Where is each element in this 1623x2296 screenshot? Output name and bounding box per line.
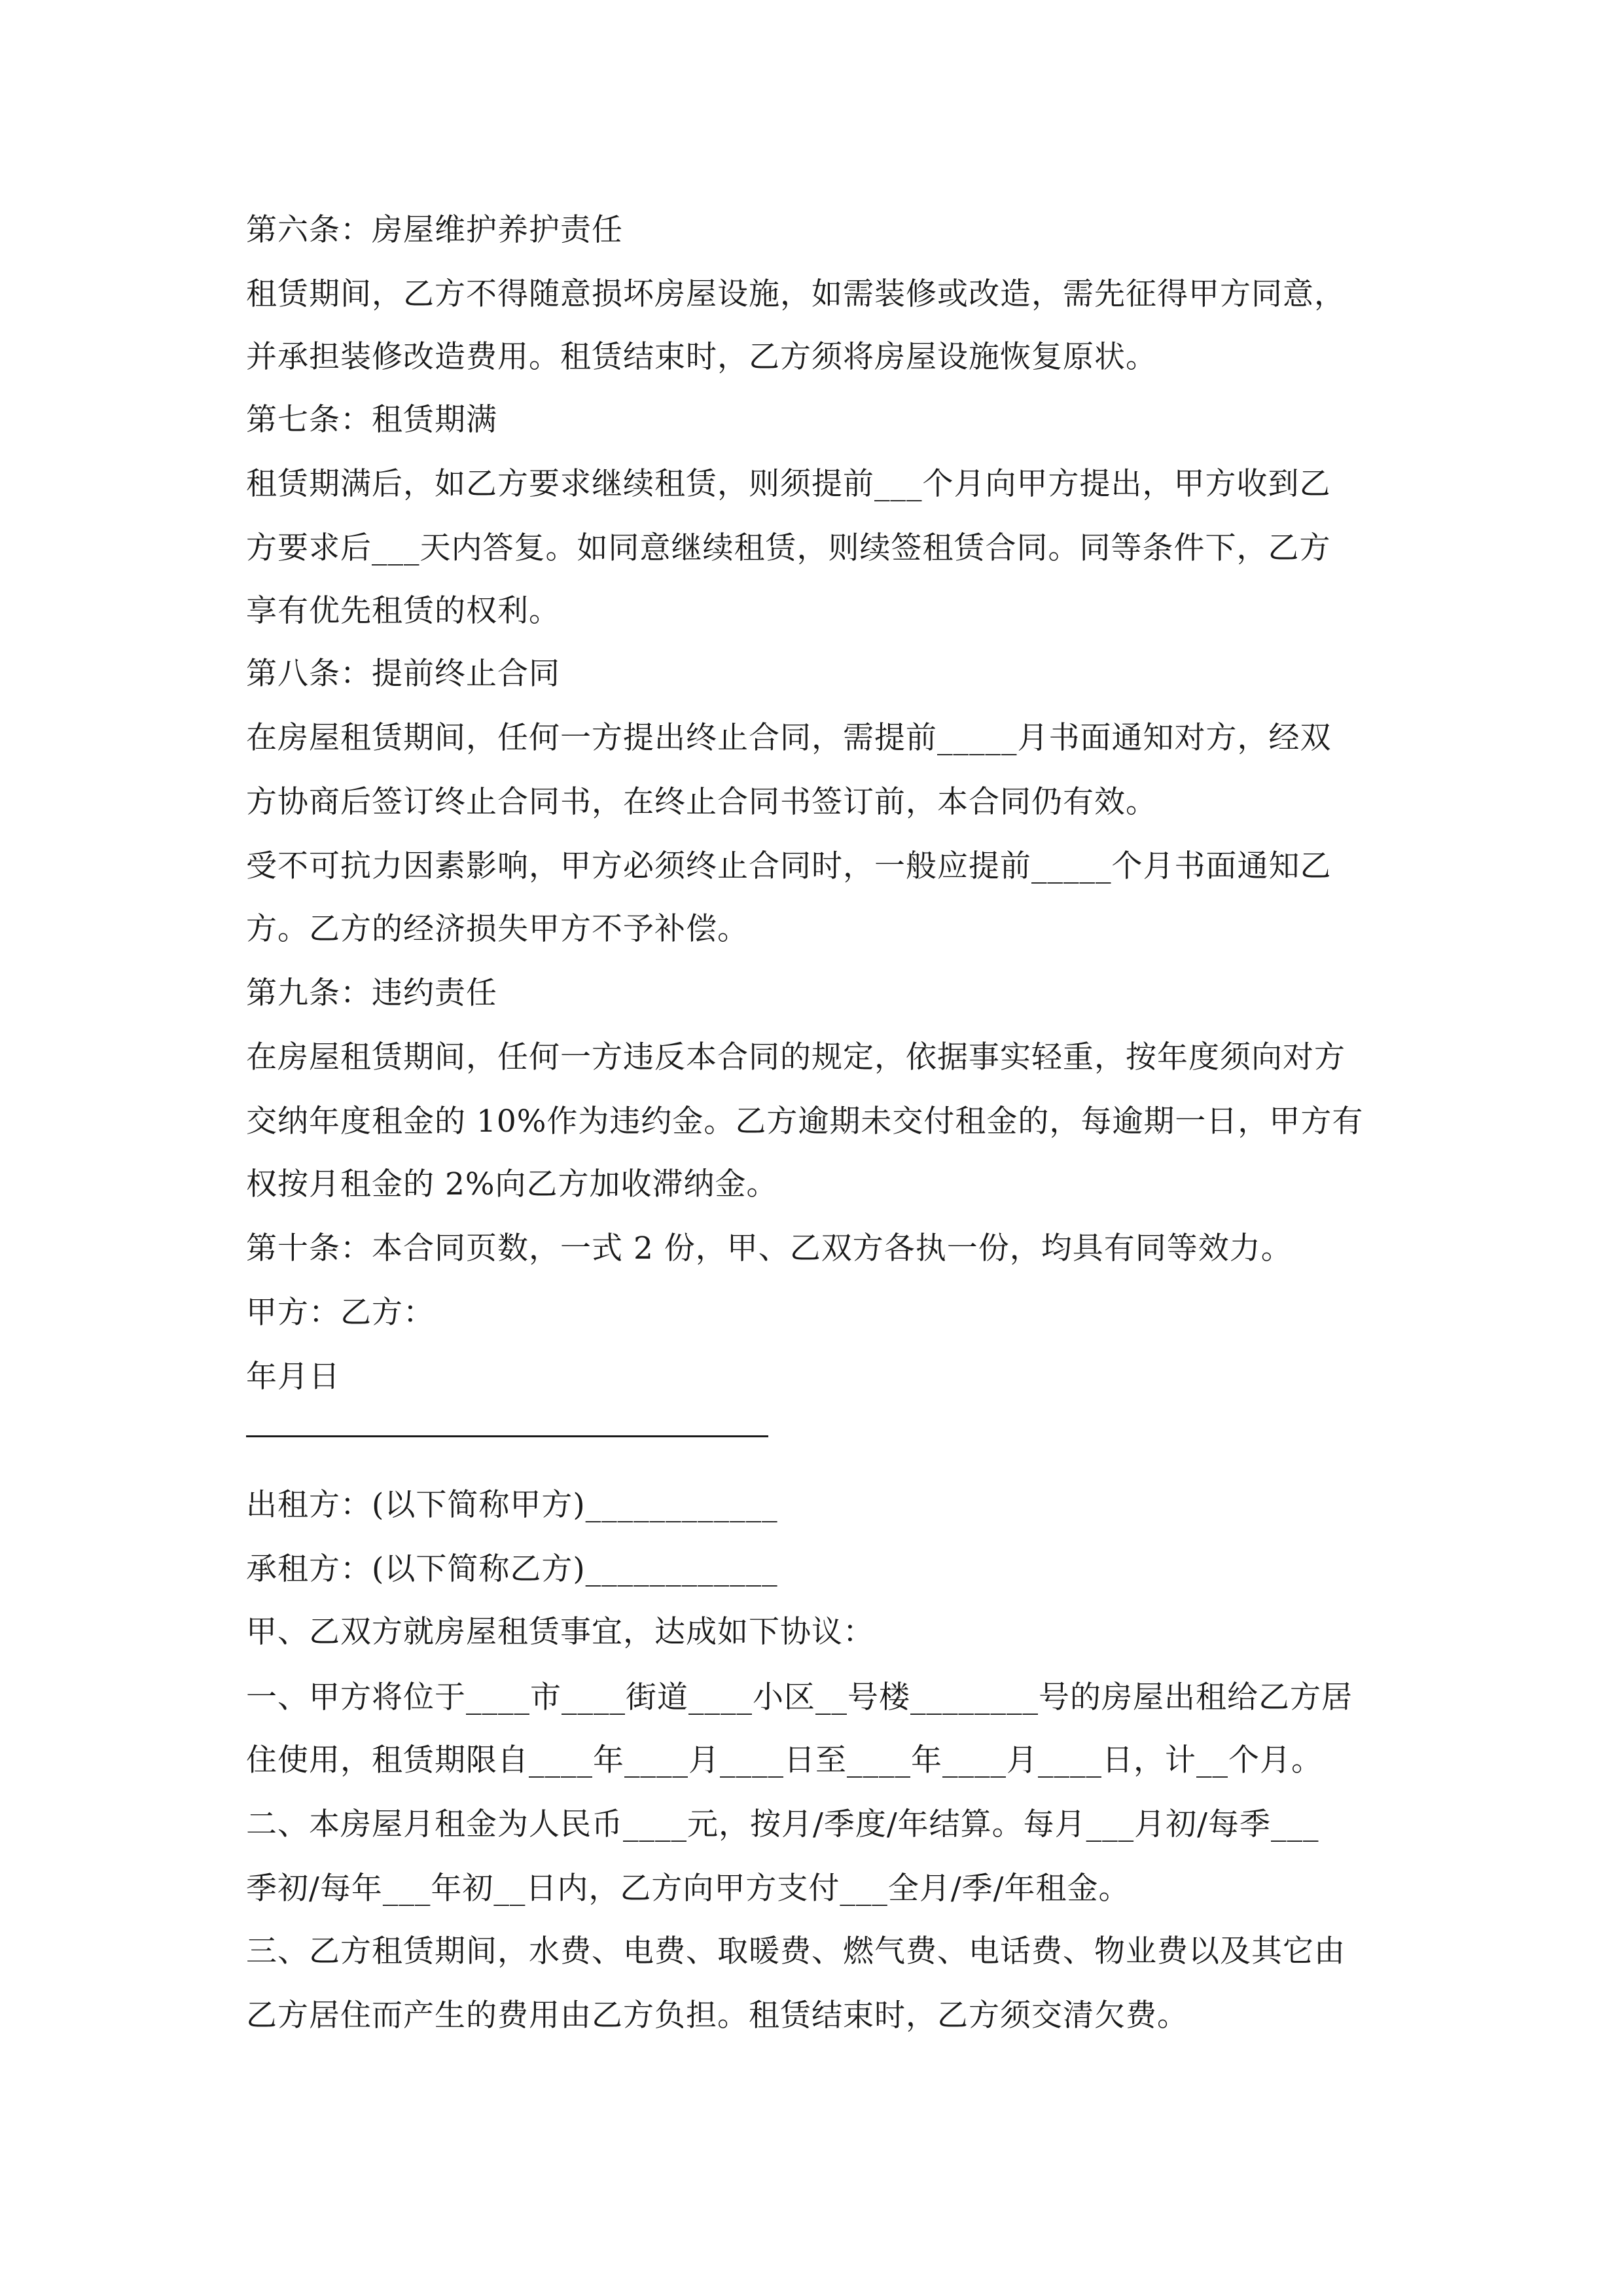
signature-parties: 甲方：乙方： <box>246 1295 435 1331</box>
clause-9-text-line-3: 权按月租金的 2%向乙方加收滞纳金。 <box>246 1166 778 1202</box>
clause-8-text-line-2: 方协商后签订终止合同书，在终止合同书签订前，本合同仍有效。 <box>246 784 1157 820</box>
clause-7-text-line-2: 方要求后___天内答复。如同意继续租赁，则续签租赁合同。同等条件下，乙方 <box>246 530 1331 566</box>
signature-date: 年月日 <box>246 1359 340 1395</box>
clause-10-text: 第十条：本合同页数，一式 2 份，甲、乙双方各执一份，均具有同等效力。 <box>246 1230 1293 1266</box>
clause-7-heading: 第七条：租赁期满 <box>246 402 497 438</box>
clause-8-heading: 第八条：提前终止合同 <box>246 656 560 692</box>
item-3-line-2: 乙方居住而产生的费用由乙方负担。租赁结束时，乙方须交清欠费。 <box>246 1998 1188 2034</box>
clause-9-heading: 第九条：违约责任 <box>246 975 497 1011</box>
agreement-intro: 甲、乙双方就房屋租赁事宜，达成如下协议： <box>246 1614 874 1650</box>
item-2-line-2: 季初/每年___年初__日内，乙方向甲方支付___全月/季/年租金。 <box>246 1871 1130 1907</box>
clause-9-text-line-2: 交纳年度租金的 10%作为违约金。乙方逾期未交付租金的，每逾期一日，甲方有 <box>246 1103 1364 1139</box>
lessee-line: 承租方：(以下简称乙方)____________ <box>246 1551 778 1587</box>
clause-6-heading: 第六条：房屋维护养护责任 <box>246 212 623 248</box>
clause-8-text-line-4: 方。乙方的经济损失甲方不予补偿。 <box>246 911 749 947</box>
clause-6-text-line-2: 并承担装修改造费用。租赁结束时，乙方须将房屋设施恢复原状。 <box>246 339 1157 375</box>
clause-6-text-line-1: 租赁期间，乙方不得随意损坏房屋设施，如需装修或改造，需先征得甲方同意， <box>246 276 1346 312</box>
item-3-line-1: 三、乙方租赁期间，水费、电费、取暖费、燃气费、电话费、物业费以及其它由 <box>246 1933 1346 1969</box>
clause-7-text-line-1: 租赁期满后，如乙方要求继续租赁，则须提前___个月向甲方提出，甲方收到乙 <box>246 466 1331 502</box>
item-1-line-2: 住使用，租赁期限自____年____月____日至____年____月____日，计__个月。 <box>246 1742 1323 1778</box>
item-1-line-1: 一、甲方将位于____市____街道____小区__号楼________号的房屋出租给乙方居 <box>246 1679 1353 1715</box>
clause-9-text-line-1: 在房屋租赁期间，任何一方违反本合同的规定，依据事实轻重，按年度须向对方 <box>246 1039 1346 1075</box>
clause-7-text-line-3: 享有优先租赁的权利。 <box>246 593 560 629</box>
lessor-line: 出租方：(以下简称甲方)____________ <box>246 1487 778 1523</box>
item-2-line-1: 二、本房屋月租金为人民币____元，按月/季度/年结算。每月___月初/每季___ <box>246 1806 1319 1842</box>
section-divider <box>246 1435 768 1437</box>
clause-8-text-line-1: 在房屋租赁期间，任何一方提出终止合同，需提前_____月书面通知对方，经双 <box>246 720 1332 756</box>
clause-8-text-line-3: 受不可抗力因素影响，甲方必须终止合同时，一般应提前_____个月书面通知乙 <box>246 848 1332 884</box>
